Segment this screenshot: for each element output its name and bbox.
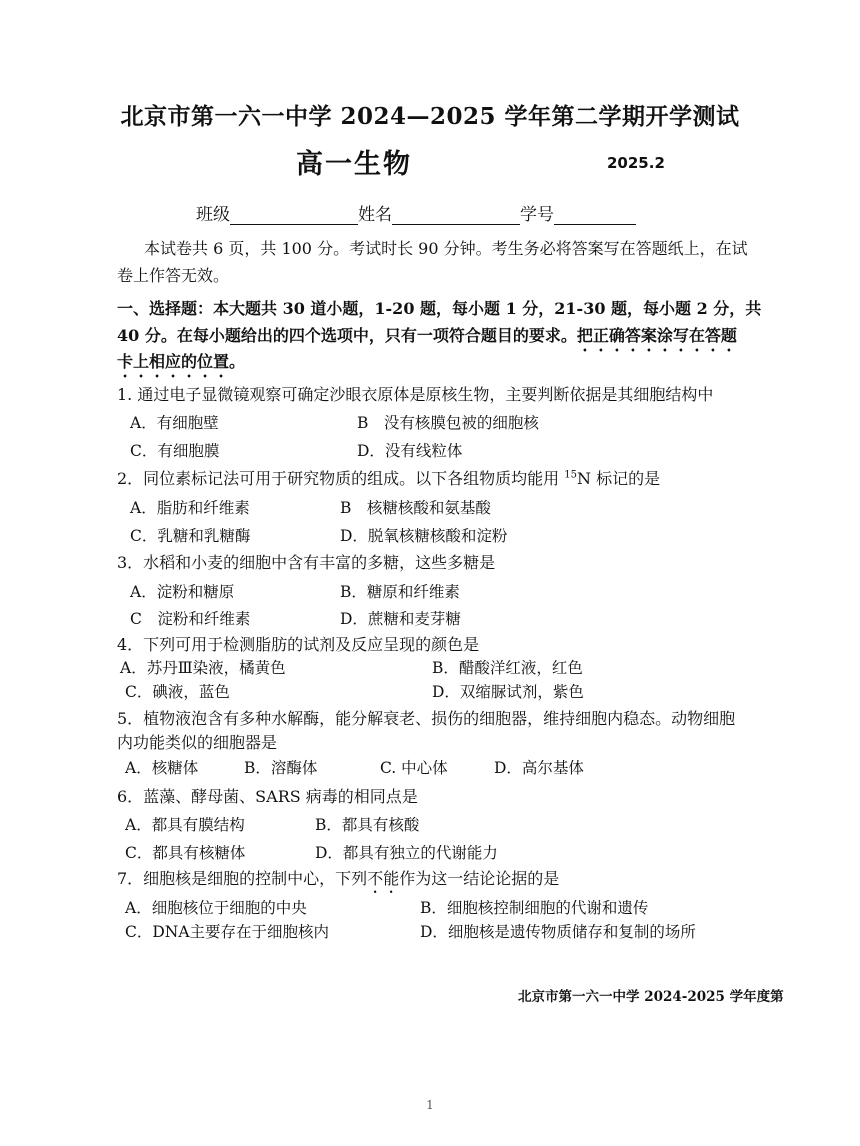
class-label: 班级 — [196, 205, 230, 225]
q6-option-d: D．都具有独立的代谢能力 — [315, 844, 498, 862]
q3-stem: 3．水稻和小麦的细胞中含有丰富的多糖，这些多糖是 — [117, 553, 496, 572]
q6-option-a: A．都具有膜结构 — [125, 816, 245, 834]
id-label: 学号 — [520, 205, 554, 225]
q2-stem-suffix: N 标记的是 — [577, 469, 661, 488]
q7-stem-suffix: 作为这一结论论据的是 — [399, 869, 560, 888]
q3-option-b: B．糖原和纤维素 — [340, 583, 460, 601]
q7-option-c: C．DNA主要存在于细胞核内 — [125, 923, 330, 941]
q7-stem — [117, 866, 559, 897]
q7-option-a: A．细胞核位于细胞的中央 — [125, 899, 307, 917]
q1-option-a: A．有细胞壁 — [130, 414, 219, 432]
q2-isotope-mass: 15 — [564, 469, 578, 481]
q4-option-a: A．苏丹Ⅲ染液，橘黄色 — [120, 659, 286, 677]
section1-emphasis-2: 卡上相应的位置 — [117, 352, 230, 371]
q7-option-d: D．细胞核是遗传物质储存和复制的场所 — [420, 923, 696, 941]
exam-title: 北京市第一六一中学 2024—2025 学年第二学期开学测试 — [120, 103, 740, 130]
q2-option-a: A．脂肪和纤维素 — [130, 499, 250, 517]
intro-line-2: 卷上作答无效。 — [117, 266, 230, 285]
q5-option-b: B．溶酶体 — [244, 759, 318, 777]
q2-stem — [117, 466, 660, 489]
q7-stem-prefix: 7．细胞核是细胞的控制中心，下列 — [117, 869, 368, 888]
q2-option-b: B 核糖核酸和氨基酸 — [340, 499, 491, 517]
section1-line-3-end: 。 — [229, 352, 246, 371]
q1-stem: 1. 通过电子显微镜观察可确定沙眼衣原体是原核生物，主要判断依据是其细胞结构中 — [117, 385, 714, 404]
name-blank — [392, 206, 520, 225]
subject-title: 高一生物 — [296, 149, 412, 180]
q5-stem-line-1: 5．植物液泡含有多种水解酶，能分解衰老、损伤的细胞器，维持细胞内稳态。动物细胞 — [117, 709, 736, 728]
q5-option-c: C. 中心体 — [380, 759, 448, 777]
section1-line-2-prefix: 40 分。在每小题给出的四个选项中，只有一项符合题目的要求。 — [117, 326, 577, 345]
student-info — [196, 200, 636, 225]
name-label: 姓名 — [358, 205, 392, 225]
q3-option-c: C 淀粉和纤维素 — [130, 610, 251, 628]
q1-option-d: D．没有线粒体 — [357, 442, 463, 460]
q1-option-b: B 没有核膜包被的细胞核 — [357, 414, 539, 432]
q5-option-d: D．高尔基体 — [494, 759, 584, 777]
q2-stem-prefix: 2．同位素标记法可用于研究物质的组成。以下各组物质均能用 — [117, 469, 565, 488]
q4-option-b: B．醋酸洋红液，红色 — [432, 659, 583, 677]
q4-option-d: D．双缩脲试剂，紫色 — [432, 683, 584, 701]
footer-school: 北京市第一六一中学 2024-2025 学年度第 — [518, 989, 784, 1005]
section1-emphasis-1: 把正确答案涂写在答题 — [576, 326, 737, 345]
q6-option-b: B．都具有核酸 — [315, 816, 420, 834]
q7-stem-emphasis: 不能 — [367, 869, 400, 888]
section1-line-3 — [117, 349, 245, 381]
section1-line-1: 一、选择题：本大题共 30 道小题，1-20 题，每小题 1 分，21-30 题，每小题 2 分，共 — [117, 299, 762, 318]
intro-line-1: 本试卷共 6 页，共 100 分。考试时长 90 分钟。考生务必将答案写在答题纸上，在试 — [144, 239, 748, 258]
q2-option-c: C．乳糖和乳糖酶 — [130, 527, 251, 545]
q3-option-a: A．淀粉和糖原 — [130, 583, 235, 601]
q2-option-d: D．脱氧核糖核酸和淀粉 — [340, 527, 508, 545]
q7-option-b: B．细胞核控制细胞的代谢和遗传 — [420, 899, 649, 917]
q5-option-a: A．核糖体 — [125, 759, 199, 777]
q5-stem-line-2: 内功能类似的细胞器是 — [117, 733, 278, 752]
q4-option-c: C．碘液，蓝色 — [125, 683, 230, 701]
id-blank — [554, 206, 636, 225]
class-blank — [230, 206, 358, 225]
q6-option-c: C．都具有核糖体 — [125, 844, 246, 862]
q6-stem: 6．蓝藻、酵母菌、SARS 病毒的相同点是 — [117, 787, 418, 806]
q4-stem: 4．下列可用于检测脂肪的试剂及反应呈现的颜色是 — [117, 635, 480, 654]
exam-date: 2025.2 — [607, 154, 665, 172]
q1-option-c: C．有细胞膜 — [130, 442, 220, 460]
q3-option-d: D．蔗糖和麦芽糖 — [340, 610, 461, 628]
page-number: 1 — [426, 1098, 434, 1112]
